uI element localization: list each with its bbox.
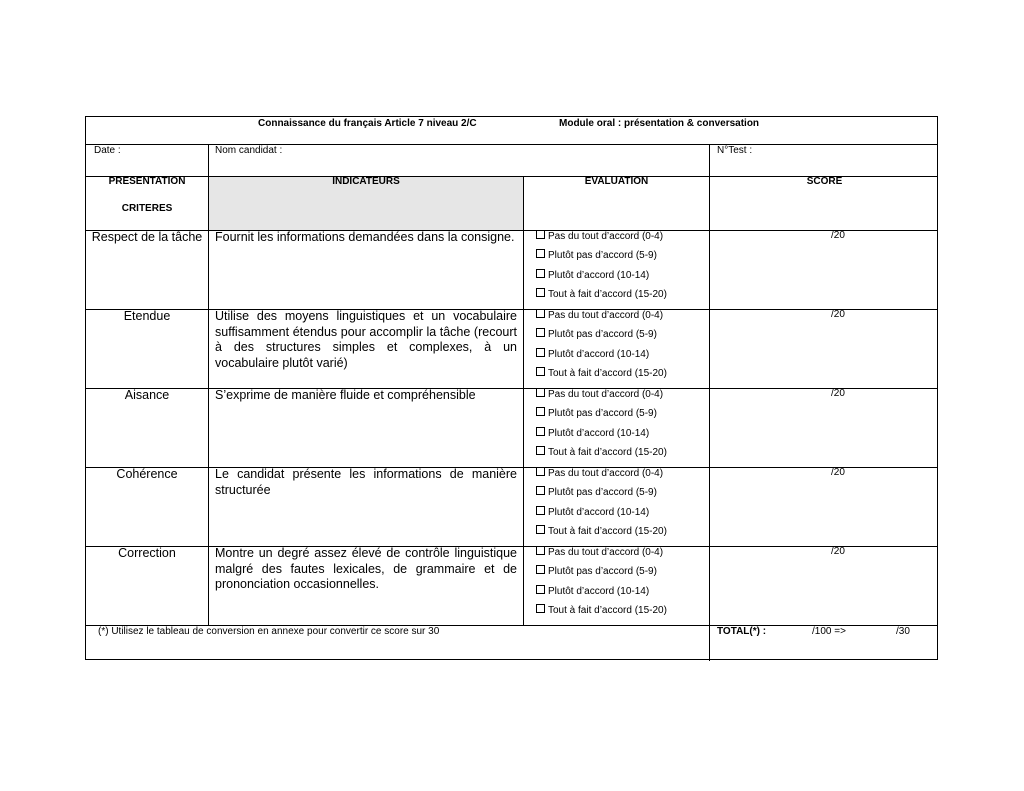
checkbox-icon[interactable] [536, 525, 545, 534]
indicator-text: Montre un degré assez élevé de contrôle linguistique malgré des fautes lexicales, de grammaire et de prononciation occasionnelles. [215, 546, 517, 591]
option-item[interactable]: Pas du tout d’accord (0-4) [536, 546, 663, 558]
total-out-of-100: /100 => [812, 626, 846, 637]
evaluation-options [524, 388, 709, 467]
presentation-header: PRESENTATION [108, 176, 186, 187]
date-label: Date : [94, 145, 121, 156]
divider [208, 176, 209, 625]
test-number-label: N°Test : [717, 145, 753, 156]
evaluation-options [524, 546, 709, 625]
option-item[interactable]: Tout à fait d’accord (15-20) [536, 367, 667, 379]
checkbox-icon[interactable] [536, 506, 545, 515]
option-item[interactable]: Plutôt pas d’accord (5-9) [536, 565, 657, 577]
checkbox-icon[interactable] [536, 269, 545, 278]
checkbox-icon[interactable] [536, 427, 545, 436]
indicator-text: Le candidat présente les informations de manière structurée [215, 467, 517, 497]
criterion-label: Etendue [123, 309, 171, 323]
checkbox-icon[interactable] [536, 467, 545, 476]
checkbox-icon[interactable] [536, 486, 545, 495]
checkbox-icon[interactable] [536, 309, 545, 318]
module-title: Module oral : présentation & conversation [559, 118, 760, 129]
checkbox-icon[interactable] [536, 388, 545, 397]
criterion-label: Aisance [124, 388, 170, 402]
checkbox-icon[interactable] [536, 585, 545, 594]
score-value: /20 [831, 309, 845, 320]
option-item[interactable]: Tout à fait d’accord (15-20) [536, 525, 667, 537]
option-item[interactable]: Plutôt d’accord (10-14) [536, 269, 649, 281]
option-item[interactable]: Plutôt pas d’accord (5-9) [536, 486, 657, 498]
indicator-text: Utilise des moyens linguistiques et un vocabulaire suffisamment étendus pour accomplir la tâche (recourt à des structures simples et complexes, à un vocabulaire plutôt varié) [215, 309, 517, 370]
option-item[interactable]: Pas du tout d’accord (0-4) [536, 309, 663, 321]
checkbox-icon[interactable] [536, 249, 545, 258]
checkbox-icon[interactable] [536, 288, 545, 297]
divider [709, 144, 710, 661]
option-item[interactable]: Plutôt pas d’accord (5-9) [536, 249, 657, 261]
option-item[interactable]: Tout à fait d’accord (15-20) [536, 604, 667, 616]
evaluation-header: EVALUATION [584, 176, 649, 187]
option-item[interactable]: Pas du tout d’accord (0-4) [536, 388, 663, 400]
checkbox-icon[interactable] [536, 367, 545, 376]
candidate-name-label: Nom candidat : [215, 145, 283, 156]
score-value: /20 [831, 467, 845, 478]
criteres-header: CRITERES [121, 203, 173, 214]
form-title: Connaissance du français Article 7 niveau 2/C [258, 118, 477, 129]
total-out-of-30: /30 [896, 626, 910, 637]
indicateurs-header: INDICATEURS [332, 176, 400, 187]
option-item[interactable]: Pas du tout d’accord (0-4) [536, 230, 663, 242]
evaluation-options [524, 467, 709, 546]
checkbox-icon[interactable] [536, 446, 545, 455]
criterion-label: Correction [118, 546, 176, 560]
criterion-label: Cohérence [116, 467, 178, 481]
checkbox-icon[interactable] [536, 604, 545, 613]
checkbox-icon[interactable] [536, 546, 545, 555]
option-item[interactable]: Plutôt pas d’accord (5-9) [536, 328, 657, 340]
option-item[interactable]: Pas du tout d’accord (0-4) [536, 467, 663, 479]
option-item[interactable]: Plutôt pas d’accord (5-9) [536, 407, 657, 419]
option-item[interactable]: Plutôt d’accord (10-14) [536, 427, 649, 439]
indicator-text: S’exprime de manière fluide et compréhensible [215, 388, 476, 402]
option-item[interactable]: Plutôt d’accord (10-14) [536, 585, 649, 597]
score-header: SCORE [806, 176, 843, 187]
criterion-label: Respect de la tâche [91, 230, 203, 244]
score-value: /20 [831, 388, 845, 399]
evaluation-options [524, 230, 709, 309]
divider [86, 144, 937, 145]
checkbox-icon[interactable] [536, 230, 545, 239]
option-item[interactable]: Plutôt d’accord (10-14) [536, 506, 649, 518]
checkbox-icon[interactable] [536, 348, 545, 357]
conversion-note: (*) Utilisez le tableau de conversion en annexe pour convertir ce score sur 30 [98, 626, 440, 637]
option-item[interactable]: Tout à fait d’accord (15-20) [536, 446, 667, 458]
evaluation-form [85, 116, 938, 660]
checkbox-icon[interactable] [536, 407, 545, 416]
evaluation-options [524, 309, 709, 388]
indicator-text: Fournit les informations demandées dans la consigne. [215, 230, 515, 244]
divider [208, 144, 209, 176]
checkbox-icon[interactable] [536, 328, 545, 337]
option-item[interactable]: Plutôt d’accord (10-14) [536, 348, 649, 360]
checkbox-icon[interactable] [536, 565, 545, 574]
option-item[interactable]: Tout à fait d’accord (15-20) [536, 288, 667, 300]
score-value: /20 [831, 546, 845, 557]
total-label: TOTAL(*) : [717, 626, 767, 637]
score-value: /20 [831, 230, 845, 241]
